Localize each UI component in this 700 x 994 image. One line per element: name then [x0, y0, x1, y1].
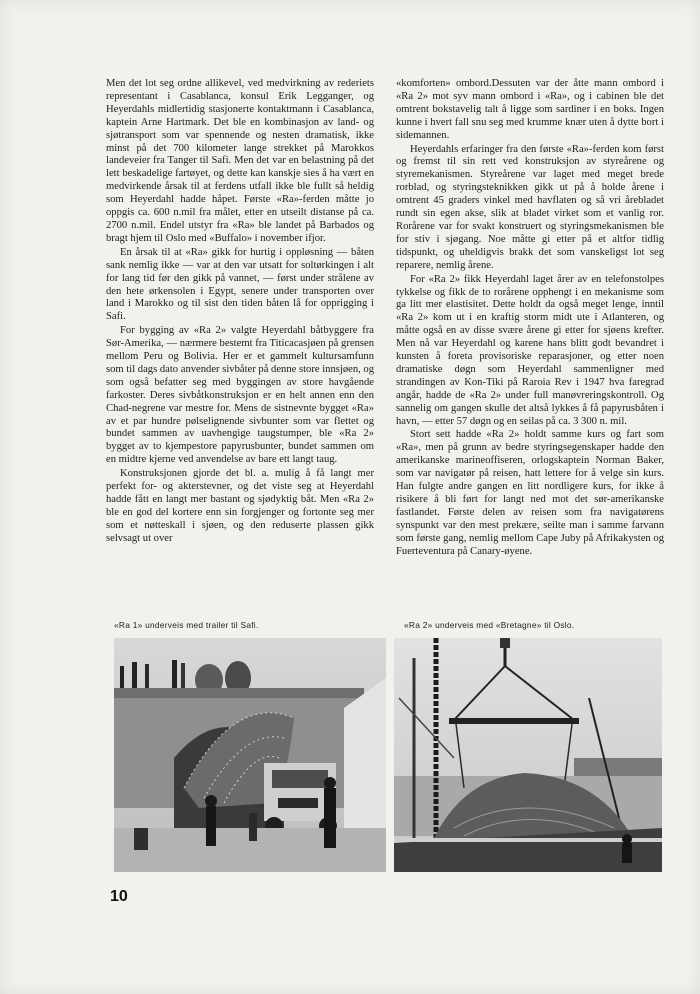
paragraph: «komforten» ombord.Dessuten var der åtte mann ombord i «Ra 2» mot syv mann ombord i «Ra», og i cabinen ble det omtrent bokstavelig talt å ligge som sardiner i en boks. Ingen kunne i hvert fall snu seg med krumme knær uten å dytte bort i sidemannen.	[396, 78, 664, 141]
paragraph: Men det lot seg ordne allikevel, ved medvirkning av rederiets representant i Casablanca, konsul Erik Legganger, og Heyerdahls midlertidig stasjonerte kontaktmann i Casablanca, kaptein Arne Hartmark. Det ble en kombinasjon av land- og sjøtransport som var spennende og nesten dramatisk, ikke minst på det 700 kilometer lange strekket på Marokkos landeveier fra Tanger til Safi. Men det var en belastning på det lett beskadelige fartøyet, og dette kan kanskje sies å ha vært en medvirkende årsak til at ferdens utfall ikke ble fullt så heldig som Heyerdahl hadde håpet. Første «Ra»-ferden måtte jo oppgis ca. 600 n.mil fra målet, etter en utseilt distanse på ca. 2700 n.mil. Endel utstyr fra «Ra» ble landet på Barbados og bragt hjem til Oslo med «Buffalo» i november ifjor.	[106, 78, 374, 244]
paragraph: For bygging av «Ra 2» valgte Heyerdahl båtbyggere fra Sør-Amerika, — nærmere bestemt fra Titicacasjøen på grensen mellom Peru og Bolivia. Her er et gammelt kultursamfunn som til dags dato anvender sivbåter på denne store innsjøen, og som også befatter seg med byggingen av store havgående farkoster. Deres sivbåtkonstruksjon er en helt annen enn den Chad-negrene var mestre for. Mens de sistnevnte bygget «Ra» av et par hundre pølselignende sivbunter som var flettet og bundet sammen av uavhengige taugstumper, ble «Ra 2» bygget av to kjempestore papyrusbunter, bundet sammen om en midtre kjerne ved anvendelse av bare ett langt taug.	[106, 325, 375, 466]
article-column-left	[106, 78, 374, 546]
photo-caption-right: «Ra 2» underveis med «Bretagne» til Oslo.	[404, 620, 575, 630]
paragraph: For «Ra 2» fikk Heyerdahl laget årer av en telefonstolpes tykkelse og fikk de to rorårene opphengt i en mekanisme som ga litt mer elastisitet. Dette holdt da også meget lenge, inntil «Ra 2» kom ut i en kraftig storm midt ute i Atlanteren, og måtte også en av disse svære årene gi etter for sjøens krefter. Men nå var Heyerdahl og karene hans blitt godt bevandret i kunsten å foreta provisoriske reparasjoner, og etter noen dramatiske døgn som Heyerdahl sammenligner med strandingen av Kon-Tiki på Raroia Rev i 1947 hva faregrad angår, hadde de «Ra 2» under full manøvreringskontroll. Og sannelig om gangen skulle det altså lykkes å få papyrusbåten i havn, — etter 57 døgn og en seilas på ca. 3 300 n. mil.	[396, 273, 664, 427]
article-column-right	[396, 78, 664, 559]
photo-ra1-trailer	[114, 638, 386, 872]
photo-ra2-bretagne	[394, 638, 662, 872]
photo-caption-left: «Ra 1» underveis med trailer til Safi.	[114, 620, 259, 630]
paragraph: Stort sett hadde «Ra 2» holdt samme kurs og fart som «Ra», men på grunn av bedre styringsegenskaper hadde den amerikanske marineoffiseren, orlogskapteín Norman Baker, som var navigatør på reisen, hatt lettere for å velge sin kurs. Han fulgte andre gangen en litt nordligere kurs, for ikke å risikere å bli ført for langt ned mot det sør-amerikanske fastlandet. Første delen av reisen som fra navigatørens synspunkt var den mest prekære, seilte man i samme farvann som første gang, nemlig mellom Cape Juby på Afrikakysten og Fuerteventura på Canary-øyene.	[396, 429, 664, 557]
paragraph: En årsak til at «Ra» gikk for hurtig i oppløsning — båten sank nemlig ikke — var at den var utsatt for soltørkingen i alt for lang tid før den gikk på vannet, — først under strålene av den hete ørkensolen i Egypt, senere under transporten over land i Marokko og til sist den tiden båten lå for opprigging i Safi.	[106, 246, 374, 323]
paragraph: Konstruksjonen gjorde det bl. a. mulig å få langt mer perfekt for- og akterstevner, og det viste seg at Heyerdahl hadde fått en langt mer bastant og sjødyktig båt. Men «Ra 2» ble en god del kortere enn sin forgjenger og fortonte seg mer som et nøtteskall i sjøen, og den reduserte plassen gikk selvsagt ut over	[106, 468, 374, 544]
page-number: 10	[110, 888, 128, 905]
paragraph: Heyerdahls erfaringer fra den første «Ra»-ferden kom først og fremst til sin rett ved konstruksjon av styreårene og styremekanismen. Styreårene var laget med meget brede rorblad, og styringsteknikken gikk ut på å holde årene i omtrent 45 graders vinkel med havflaten og så vri årebladet rundt sin egen akse, slik at bladet virket som et vanlig ror. Rorårene var for svakt konstruert og styringsmekanismen ble for stiv i sjøgang. Noe måtte gi etter på et altfor tidlig tidspunkt, og uheldigvis brakk det som vanskeligst lot seg reparere, nemlig årene.	[396, 143, 664, 271]
